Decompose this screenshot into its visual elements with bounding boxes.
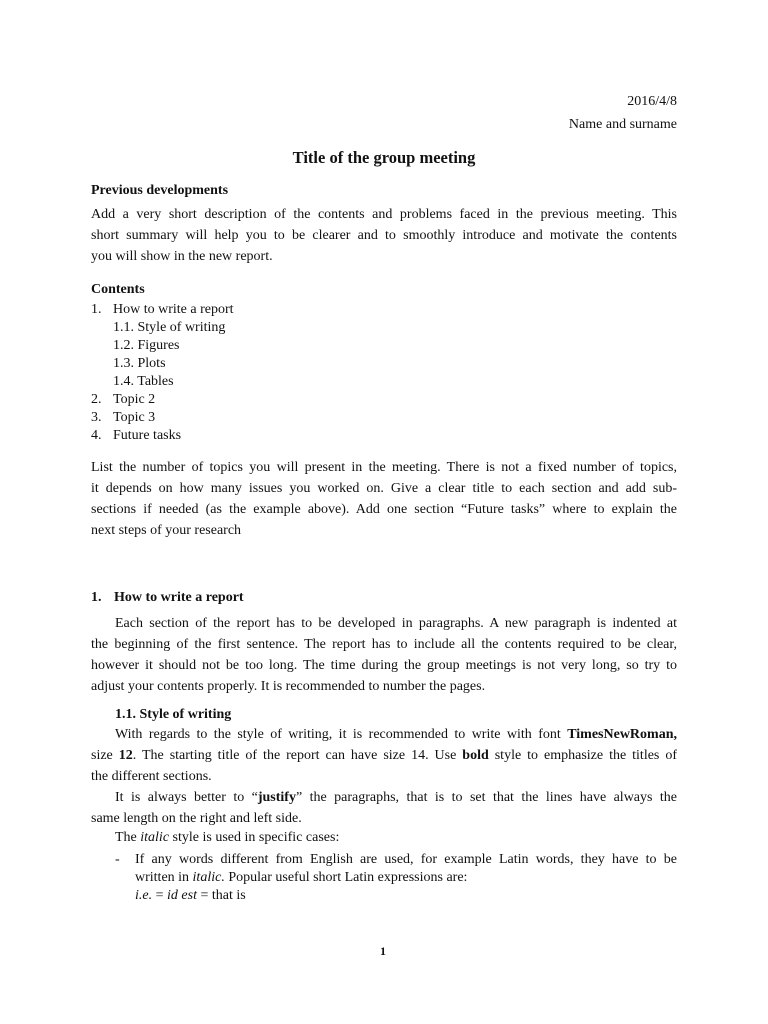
previous-line: Add a very short description of the contents and problems faced in the previous meeting. This xyxy=(91,207,677,222)
topics-line: List the number of topics you will present in the meeting. There is not a fixed number of topics, xyxy=(91,460,677,475)
italic-span: italic. xyxy=(192,870,225,885)
section-line: adjust your contents properly. It is recommended to number the pages. xyxy=(91,679,486,694)
bullet-line xyxy=(135,870,467,886)
italic-span: italic xyxy=(140,830,170,845)
paragraph-line xyxy=(115,790,677,806)
section-line: however it should not be too long. The time during the group meetings is not very long, so try to xyxy=(91,658,677,673)
bold-span: TimesNewRoman, xyxy=(567,727,677,742)
bullet-line xyxy=(135,888,246,904)
paragraph-line xyxy=(115,727,677,743)
previous-line: short summary will help you to be clearer and to smoothly introduce and motivate the contents xyxy=(91,228,677,243)
page-number: 1 xyxy=(380,944,386,958)
paragraph-line: same length on the right and left side. xyxy=(91,811,302,826)
bullet-dash: - xyxy=(115,852,120,867)
text-span: = xyxy=(152,888,168,903)
paragraph-line xyxy=(91,748,677,764)
subsection-heading: 1.1. Style of writing xyxy=(115,707,232,722)
list-item: Future tasks xyxy=(113,428,182,443)
section-heading: How to write a report xyxy=(114,590,244,605)
italic-span: id est xyxy=(167,888,197,903)
list-item: How to write a report xyxy=(113,302,234,317)
text-span: written in xyxy=(135,870,193,885)
text-span: ” the paragraphs, that is to set that the lines have always the xyxy=(295,790,677,805)
text-span: . The starting title of the report can have size 14. Use xyxy=(132,748,463,763)
bold-span: justify xyxy=(257,790,296,805)
topics-line: sections if needed (as the example above). Add one section “Future tasks” where to explain the xyxy=(91,502,677,517)
list-item-number: 1. xyxy=(91,302,102,317)
text-span: The xyxy=(115,830,141,845)
section-number: 1. xyxy=(91,590,102,605)
text-span: style to emphasize the titles of xyxy=(488,748,677,763)
topics-line: next steps of your research xyxy=(91,523,242,538)
text-span: With regards to the style of writing, it is recommended to write with font xyxy=(115,727,568,742)
paragraph-line xyxy=(115,830,339,846)
section-line: the beginning of the first sentence. The report has to include all the contents required to be clear, xyxy=(91,637,677,652)
list-item: Topic 2 xyxy=(113,392,156,407)
italic-span: i.e. xyxy=(135,888,153,903)
contents-heading: Contents xyxy=(91,282,145,297)
bullet-line: If any words different from English are used, for example Latin words, they have to be xyxy=(135,852,677,867)
text-span: = that is xyxy=(196,888,246,903)
list-item: 1.4. Tables xyxy=(113,374,174,389)
list-item: 1.3. Plots xyxy=(113,356,166,371)
bold-span: 12 xyxy=(118,748,133,763)
bold-span: bold xyxy=(462,748,489,763)
section-line: Each section of the report has to be developed in paragraphs. A new paragraph is indented at xyxy=(115,616,677,631)
previous-heading: Previous developments xyxy=(91,183,229,198)
text-span: Popular useful short Latin expressions are: xyxy=(224,870,468,885)
list-item: 1.2. Figures xyxy=(113,338,180,353)
author-name: Name and surname xyxy=(568,117,677,132)
list-item-number: 2. xyxy=(91,392,102,407)
text-span: style is used in specific cases: xyxy=(169,830,340,845)
date: 2016/4/8 xyxy=(627,94,677,109)
page-title: Title of the group meeting xyxy=(292,148,476,167)
list-item: Topic 3 xyxy=(113,410,156,425)
previous-line: you will show in the new report. xyxy=(91,249,273,264)
topics-line: it depends on how many issues you worked on. Give a clear title to each section and add sub- xyxy=(91,481,677,496)
paragraph-line: the different sections. xyxy=(91,769,212,784)
text-span: It is always better to “ xyxy=(115,790,258,805)
list-item-number: 4. xyxy=(91,428,102,443)
list-item: 1.1. Style of writing xyxy=(113,320,226,335)
list-item-number: 3. xyxy=(91,410,102,425)
text-span: size xyxy=(91,748,119,763)
